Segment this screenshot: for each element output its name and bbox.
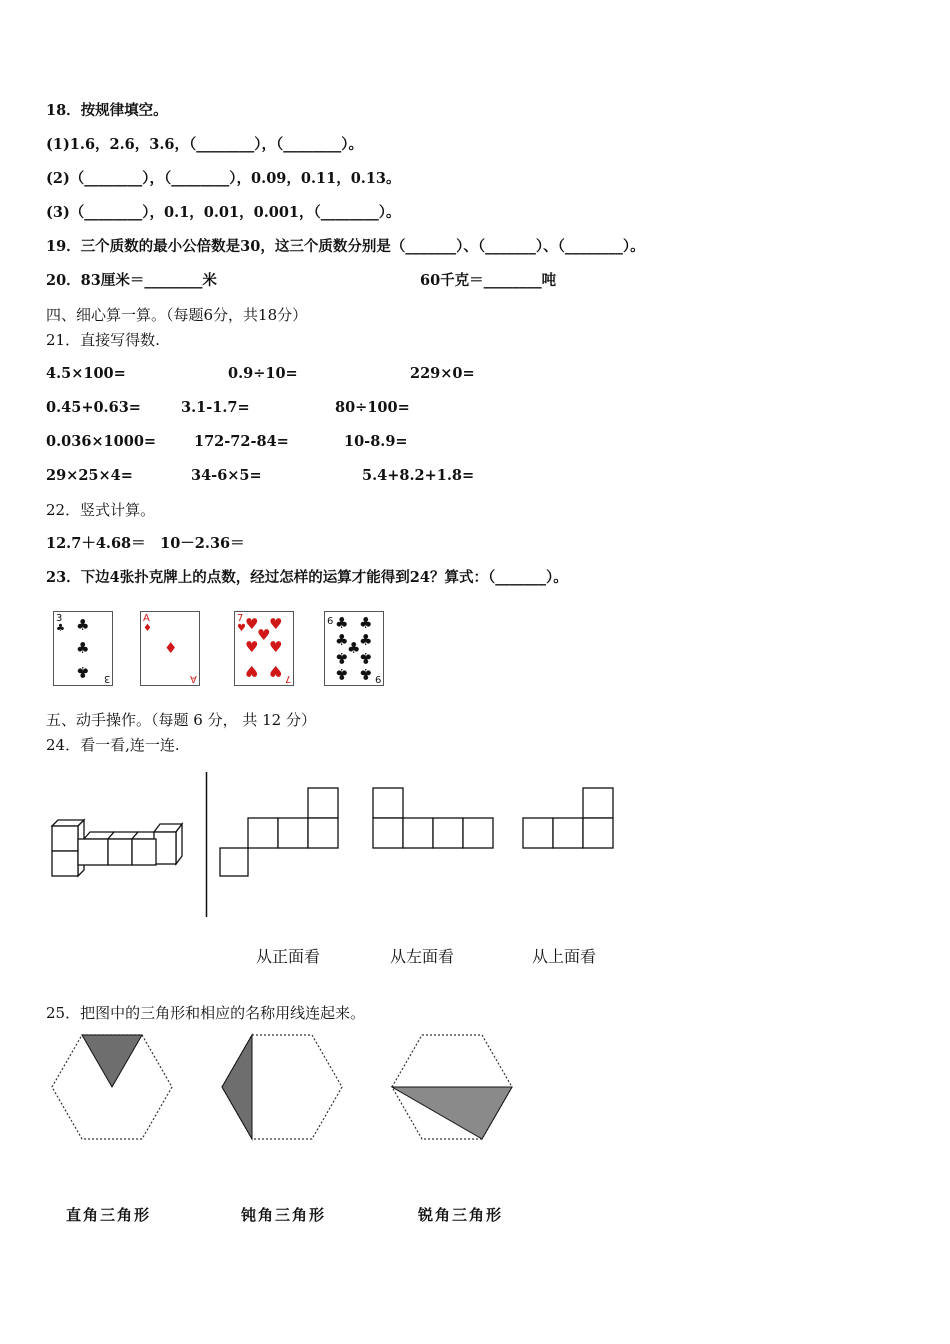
- card-rank: 3: [103, 673, 110, 684]
- card-suit-icon: ♦: [143, 623, 152, 634]
- q21-item: 34-6×5=: [191, 467, 262, 484]
- card-rank: 7: [284, 673, 291, 684]
- club-pip-icon: ♣: [335, 665, 349, 683]
- club-pip-icon: ♣: [76, 663, 90, 681]
- club-pip-icon: ♣: [335, 631, 349, 649]
- club-pip-icon: ♣: [359, 614, 373, 632]
- label-obtuse-triangle: 钝角三角形: [241, 1206, 327, 1224]
- heart-pip-icon: ♥: [269, 638, 283, 656]
- q20-part-b: 60千克＝________吨: [420, 272, 557, 289]
- heart-pip-icon: ♥: [269, 662, 283, 680]
- q19-text: 19．三个质数的最小公倍数是30，这三个质数分别是（_______）、（_______）、（________）。: [46, 238, 645, 255]
- q23-text: 23．下边4张扑克牌上的点数，经过怎样的运算才能得到24？算式：（_______）。: [46, 569, 568, 586]
- heart-pip-icon: ♥: [245, 615, 259, 633]
- view-grid-2: [372, 787, 496, 849]
- heart-pip-icon: ♥: [269, 615, 283, 633]
- hexagon-right-triangle-figure: [50, 1033, 174, 1143]
- club-pip-icon: ♣: [335, 649, 349, 667]
- q22-title: 22．竖式计算。: [46, 501, 156, 519]
- q21-item: 10-8.9=: [344, 433, 408, 450]
- playing-card-7-hearts: [234, 611, 294, 686]
- section-5-heading: 五、动手操作。（每题 6 分， 共 12 分）: [46, 711, 316, 729]
- q21-item: 29×25×4=: [46, 467, 133, 484]
- section-4-heading: 四、细心算一算。（每题6分，共18分）: [46, 306, 308, 324]
- heart-pip-icon: ♥: [257, 626, 271, 644]
- diamond-pip-icon: ♦: [164, 639, 178, 657]
- playing-card-3-clubs: [53, 611, 113, 686]
- q20-part-a: 20．83厘米＝________米: [46, 272, 217, 289]
- view-grid-3: [522, 787, 616, 849]
- q24-title: 24．看一看,连一连.: [46, 736, 180, 754]
- q18-line-2: (2)（________），（________），0.09，0.11，0.13。: [46, 170, 401, 187]
- q22-items: 12.7＋4.68＝ 10－2.36＝: [46, 535, 245, 552]
- q21-item: 0.9÷10=: [228, 365, 298, 382]
- view-grid-1: [219, 787, 341, 879]
- caption-left-view: 从左面看: [390, 947, 455, 966]
- q21-title: 21．直接写得数.: [46, 331, 160, 349]
- card-suit-icon: ♣: [56, 623, 65, 634]
- q21-item: 5.4+8.2+1.8=: [362, 467, 475, 484]
- club-pip-icon: ♣: [359, 649, 373, 667]
- q25-title: 25．把图中的三角形和相应的名称用线连起来。: [46, 1004, 366, 1022]
- label-acute-triangle: 锐角三角形: [418, 1206, 504, 1224]
- card-rank: 9: [374, 673, 381, 684]
- club-pip-icon: ♣: [347, 639, 361, 657]
- card-rank: 9: [327, 614, 334, 625]
- club-pip-icon: ♣: [335, 614, 349, 632]
- q21-item: 172-72-84=: [194, 433, 289, 450]
- cube-assembly-figure: [48, 818, 188, 880]
- q21-item: 3.1-1.7=: [181, 399, 250, 416]
- card-rank: A: [143, 613, 150, 624]
- q18-line-3: (3)（________），0.1，0.01，0.001，（________）。: [46, 204, 401, 221]
- caption-front-view: 从正面看: [256, 947, 321, 966]
- card-suit-icon: ♥: [237, 623, 246, 634]
- club-pip-icon: ♣: [359, 665, 373, 683]
- club-pip-icon: ♣: [76, 616, 90, 634]
- q21-item: 4.5×100=: [46, 365, 126, 382]
- heart-pip-icon: ♥: [245, 662, 259, 680]
- club-pip-icon: ♣: [359, 631, 373, 649]
- vertical-divider: [205, 772, 208, 917]
- q21-item: 0.036×1000=: [46, 433, 157, 450]
- playing-card-9-clubs: [324, 611, 384, 686]
- card-rank: 3: [56, 613, 63, 624]
- club-pip-icon: ♣: [76, 639, 90, 657]
- hexagon-acute-triangle-figure: [390, 1033, 514, 1143]
- q21-item: 229×0=: [410, 365, 475, 382]
- caption-top-view: 从上面看: [532, 947, 597, 966]
- card-rank: A: [190, 673, 197, 684]
- card-rank: 7: [237, 613, 244, 624]
- q21-item: 80÷100=: [335, 399, 410, 416]
- q18-title: 18．按规律填空。: [46, 102, 168, 119]
- heart-pip-icon: ♥: [245, 638, 259, 656]
- hexagon-obtuse-triangle-figure: [220, 1033, 344, 1143]
- label-right-triangle: 直角三角形: [66, 1206, 152, 1224]
- playing-card-ace-diamonds: [140, 611, 200, 686]
- q21-item: 0.45+0.63=: [46, 399, 141, 416]
- q18-line-1: (1)1.6，2.6，3.6，（________），（________）。: [46, 136, 363, 153]
